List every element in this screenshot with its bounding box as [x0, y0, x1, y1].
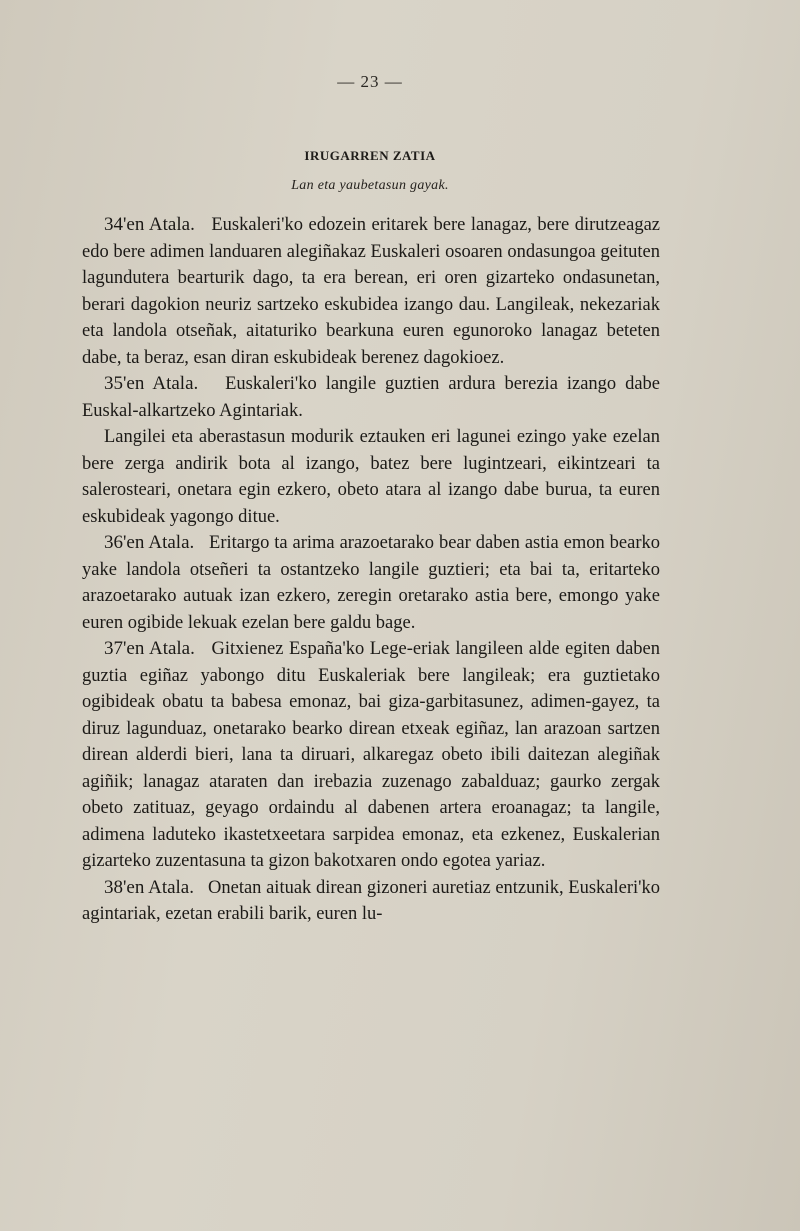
- article-38: [82, 875, 660, 928]
- article-text: Euskaleri'ko edozein eritarek bere lanagaz, bere dirutzeagaz edo bere adimen landuaren alegiñakaz Euskaleri osoaren ondasungoa geituten lagundutera bearturik dago, ta era berean, eri oren gizarteko ondasunetan, berari dagokion neuriz sartzeko eskubidea izango dau. Langileak, nekezariak eta landola otseñak, aitaturiko bearkuna euren egunoroko lanagaz beteten dabe, ta beraz, esan diran eskubideak berenez dagokioez.: [82, 215, 661, 368]
- article-text: Onetan aituak direan gizoneri auretiaz entzunik, Euskaleri'ko agintariak, ezetan erabili barik, euren lu-: [82, 877, 661, 924]
- article-text: Langilei eta aberastasun modurik eztauken eri lagunei ezingo yake ezelan bere zerga andirik bota al izango, batez bere lugintzeari, eikintzeari ta salerosteari, onetara egin ezkero, obeto atara al izango dabe burua, ta euren eskubideak yagongo ditue.: [82, 427, 660, 527]
- article-35: [82, 371, 660, 424]
- article-label: 38'en Atala.: [104, 876, 194, 898]
- article-34: [82, 212, 660, 371]
- article-text: Eritargo ta arima arazoetarako bear daben astia emon bearko yake landola otseñeri ta ostantzeko langile guztieri; eta bai ta, eritarteko arazoetarako autuak izan ezkero, zeregin oretarako astia bere, emongo yake euren ogibide lekuak ezelan bere galdu bage.: [82, 533, 661, 633]
- article-text: Gitxienez España'ko Lege-eriak langileen alde egiten daben guztia egiñaz yabongo ditu Euskaleriak bere langileak; era guztietako ogibideak obatu ta babesa emonaz, bai giza-garbitasunez, adimen-gayez, ta diruz lagunduaz, onetarako bearko direan etxeak egiñaz, lan arazoan sartzen direan alderdi bieri, lana ta diruari, alkaregaz obeto ibili daitezan alegiñak agiñik; lanagaz ataraten dan irebazia zuzenago zabalduaz; gaurko zergak obeto zatituaz, geyago ordaindu al dabenen artera eroanagaz; ta langile, adimena laduteko ikastetxeetara sarpidea emonaz, eta ezkenez, Euskalerian gizarteko zuzentasuna ta gizon bakotxaren ondo egotea yariaz.: [82, 639, 661, 871]
- article-label: 34'en Atala.: [104, 214, 195, 235]
- article-label: 37'en Atala.: [104, 638, 195, 659]
- body-text: [82, 212, 660, 928]
- section-subtitle: Lan eta yaubetasun gayak.: [291, 178, 449, 193]
- section-title: IRUGARREN ZATIA: [304, 148, 436, 163]
- article-36: [82, 530, 660, 636]
- article-label: 36'en Atala.: [104, 532, 195, 553]
- article-text: Euskaleri'ko langile guztien ardura berezia izango dabe Euskal-alkartzeko Agintariak.: [82, 374, 661, 421]
- page-number: — 23 —: [337, 72, 403, 91]
- article-label: 35'en Atala.: [104, 373, 199, 394]
- article-37: [82, 636, 660, 875]
- article-35-paragraph: [82, 424, 660, 530]
